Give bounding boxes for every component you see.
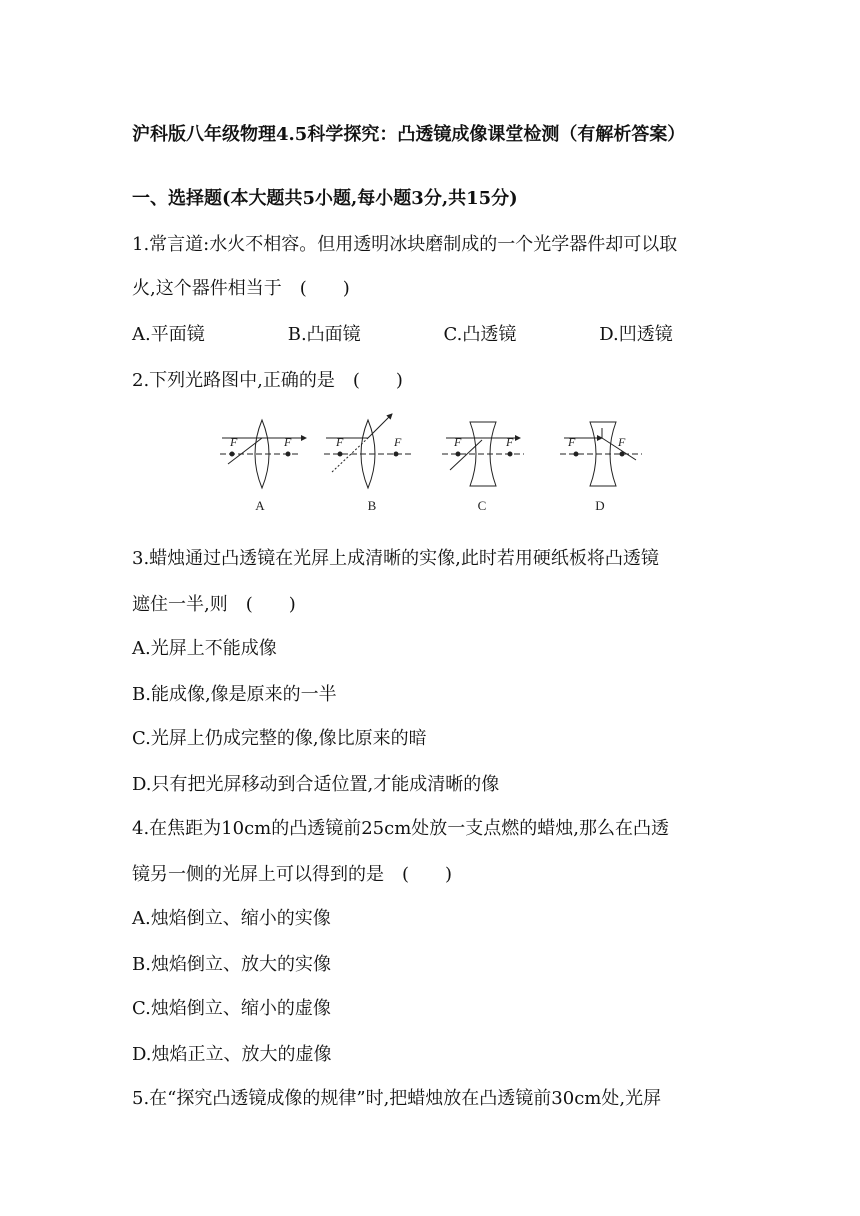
lens-figure-svg xyxy=(214,412,644,520)
q4-stem-line2: 镜另一侧的光屏上可以得到的是 ( ) xyxy=(132,864,453,885)
q3-option-d: D.只有把光屏移动到合适位置,才能成清晰的像 xyxy=(132,774,500,795)
focus-label-d1: F xyxy=(568,435,576,449)
q1-option-b: B.凸面镜 xyxy=(287,324,361,345)
q4-option-c: C.烛焰倒立、缩小的虚像 xyxy=(132,998,331,1019)
q3-stem-line2: 遮住一半,则 ( ) xyxy=(132,594,296,615)
diagram-d xyxy=(560,422,642,486)
diagram-b xyxy=(324,414,414,488)
q3-option-c: C.光屏上仍成完整的像,像比原来的暗 xyxy=(132,728,427,749)
q4-option-a: A.烛焰倒立、缩小的实像 xyxy=(132,908,331,929)
focus-label-b1: F xyxy=(336,435,344,449)
section-heading: 一、选择题(本大题共5小题,每小题3分,共15分) xyxy=(132,188,518,209)
diagram-label-c: C xyxy=(477,498,487,513)
q1-stem-line2: 火,这个器件相当于 ( ) xyxy=(132,278,350,299)
diagram-label-b: B xyxy=(367,498,377,513)
focus-label-b2: F xyxy=(394,435,402,449)
focus-label-a1: F xyxy=(230,435,238,449)
lens-ray-diagrams xyxy=(214,412,644,520)
q1-options xyxy=(132,320,673,346)
focus-label-a2: F xyxy=(284,435,292,449)
diagram-label-a: A xyxy=(255,498,265,513)
q1-option-d: D.凹透镜 xyxy=(599,324,673,345)
q4-option-b: B.烛焰倒立、放大的实像 xyxy=(132,954,331,975)
q1-option-a: A.平面镜 xyxy=(132,324,205,345)
q3-option-b: B.能成像,像是原来的一半 xyxy=(132,684,337,705)
q1-stem-line1: 1.常言道:水火不相容。但用透明冰块磨制成的一个光学器件却可以取 xyxy=(132,234,678,255)
q2-stem: 2.下列光路图中,正确的是 ( ) xyxy=(132,370,403,391)
focus-label-c1: F xyxy=(454,435,462,449)
diagram-a xyxy=(220,420,306,488)
q1-option-c: C.凸透镜 xyxy=(443,324,517,345)
q3-option-a: A.光屏上不能成像 xyxy=(132,638,277,659)
focus-label-d2: F xyxy=(618,435,626,449)
document-title: 沪科版八年级物理4.5科学探究：凸透镜成像课堂检测（有解析答案） xyxy=(132,124,686,145)
q5-stem-line1: 5.在“探究凸透镜成像的规律”时,把蜡烛放在凸透镜前30cm处,光屏 xyxy=(132,1088,662,1109)
diagram-c xyxy=(442,422,524,486)
q3-stem-line1: 3.蜡烛通过凸透镜在光屏上成清晰的实像,此时若用硬纸板将凸透镜 xyxy=(132,548,659,569)
q4-stem-line1: 4.在焦距为10cm的凸透镜前25cm处放一支点燃的蜡烛,那么在凸透 xyxy=(132,818,670,839)
focus-label-c2: F xyxy=(506,435,514,449)
diagram-label-d: D xyxy=(595,498,605,513)
q4-option-d: D.烛焰正立、放大的虚像 xyxy=(132,1044,332,1065)
